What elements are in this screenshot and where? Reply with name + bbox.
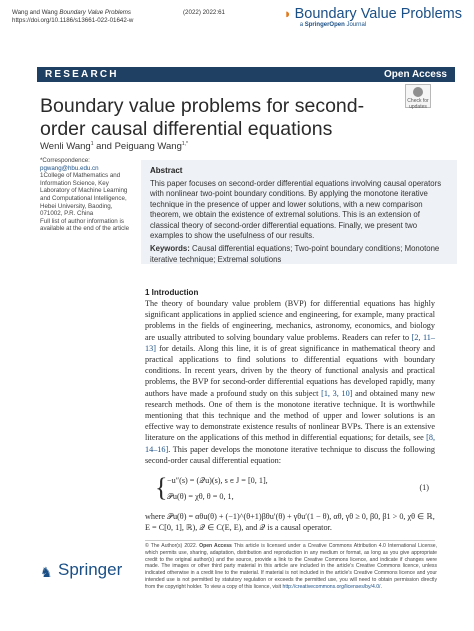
check-for-updates-button[interactable] bbox=[405, 84, 431, 108]
equation-number: (1) bbox=[419, 483, 429, 492]
correspondence-label: *Correspondence: bbox=[40, 157, 90, 164]
keywords-text: Causal differential equations; Two-point boundary conditions; Monotone iterative technique; Extremal solutions bbox=[150, 244, 440, 264]
header-year: (2022) 2022:61 bbox=[183, 9, 225, 16]
journal-logo[interactable] bbox=[284, 6, 462, 28]
intro-text-3: and obtained many new research methods. One of them is the monotone iterative technique. It is worthwhile mentioning that this technique and the method of upper and lower solutions is an effective way to demonstrate existence results of nonlinear BVPs. There is an extensive literature on the applications of this method in differential equations; for details, see bbox=[145, 388, 436, 443]
author-2-sup: 1,* bbox=[181, 141, 188, 147]
publisher-name: Springer bbox=[58, 560, 123, 579]
author-info-sidebar bbox=[40, 157, 132, 233]
license-copyright: © The Author(s) 2022. bbox=[145, 543, 200, 549]
open-access-label: Open Access bbox=[384, 69, 447, 80]
intro-text-4: . This paper develops the monotone iterative technique to discuss the following second-order causal differential equation: bbox=[145, 444, 435, 465]
springer-horse-icon: ♞ bbox=[40, 564, 53, 580]
check-updates-icon bbox=[413, 87, 423, 97]
section-heading: 1 Introduction bbox=[145, 288, 199, 297]
intro-paragraph bbox=[145, 298, 435, 466]
license-text bbox=[145, 543, 437, 591]
logo-subtitle bbox=[300, 22, 462, 28]
keywords bbox=[150, 244, 448, 265]
logo-sub-suffix: Journal bbox=[344, 22, 367, 28]
license-end: . bbox=[380, 583, 382, 590]
intro-text-1: The theory of boundary value problem (BVP) for differential equations has highly significant applications in applied science and engineering, for example, many practical problems in the fields of engineering, mechanics, astronomy, economics, and biology are usually attributed to solving boundary value problems. Readers can refer to bbox=[145, 299, 435, 342]
abstract-box bbox=[141, 160, 457, 264]
author-2: and Peiguang Wang bbox=[93, 141, 182, 153]
author-1: Wenli Wang bbox=[40, 141, 91, 153]
check-updates-label: Check for updates bbox=[407, 98, 429, 110]
equation-line-2: 𝒫u(θ) = χθ, θ = 0, 1, bbox=[167, 492, 234, 501]
header-authors: Wang and Wang bbox=[12, 9, 60, 16]
header-journal: Boundary Value Problems bbox=[59, 9, 132, 16]
footer-divider bbox=[145, 540, 435, 541]
keywords-label: Keywords: bbox=[150, 244, 190, 254]
equation-line-1: −u″(s) = (𝒬u)(s), s ∈ J = [0, 1], bbox=[167, 476, 268, 485]
doi-link[interactable]: https://doi.org/10.1186/s13661-022-01642-w bbox=[12, 17, 134, 25]
citation-link[interactable]: [1, 3, 10] bbox=[321, 388, 353, 398]
email-link[interactable]: pgwang@hbu.edu.cn bbox=[40, 164, 99, 172]
equation-1 bbox=[145, 472, 435, 510]
article-type-band bbox=[37, 67, 455, 82]
license-open-access: Open Access bbox=[199, 543, 232, 549]
abstract-heading: Abstract bbox=[150, 166, 183, 175]
intro-text-2: for details. Along this line, it is of great significance in mathematical theory and practical applications to find solutions to differential equations with boundary conditions. In recent years, driven by the theory of functional analysis and practical problems, the BVP for second-order differential equations has developed rapidly, many authors have made a profound study on this subject bbox=[145, 343, 435, 398]
author-1-sup: 1 bbox=[90, 141, 94, 147]
logo-title: Boundary Value Problems bbox=[294, 6, 462, 22]
citation-link[interactable]: [8, 14–16] bbox=[145, 433, 435, 454]
running-header bbox=[12, 9, 133, 26]
logo-sub-brand: SpringerOpen bbox=[304, 22, 345, 28]
abstract-text: This paper focuses on second-order differential equations involving causal operators with nonlinear two-point boundary conditions. By applying the monotone iterative technique in the presence of upper and lower solutions, with a new comparison theorem, we obtain the existence of extremal solutions. This is an extension of classical theory of second-order differential equations. Finally, we present two examples to show the usefulness of our results. bbox=[150, 179, 442, 241]
article-type-label: RESEARCH bbox=[45, 69, 119, 80]
affiliation: 1College of Mathematics and Information Science, Key Laboratory of Machine Learning and Computational Intelligence, Hebei University, Baoding, 071002, P.R. China bbox=[40, 172, 128, 218]
full-list-note: Full list of author information is available at the end of the article bbox=[40, 217, 130, 233]
citation-link[interactable]: [2, 11–13] bbox=[145, 332, 435, 353]
springer-logo[interactable] bbox=[40, 560, 122, 584]
logo-sub-prefix: a bbox=[299, 22, 305, 28]
where-clause: where 𝒫u(θ) = αθu(θ) + (−1)^(θ+1)βθu′(θ) + γθu′(1 − θ), αθ, γθ ≥ 0, β0, β1 > 0, χθ ∈ ℝ, E = C[0, 1], ℝ), 𝒬 ∈ C(E, E), and 𝒬 is a causal operator. bbox=[145, 512, 435, 533]
equation-brace: { bbox=[155, 473, 168, 502]
author-list bbox=[40, 141, 188, 152]
license-body: This article is licensed under a Creative Commons Attribution 4.0 International License, which permits use, sharing, adaptation, distribution and reproduction in any medium or format, as long as you give appropriate credit to the original author(s) and the source, provide a link to the Creative Commons licence, and indicate if changes were made. The images or other third party material in this article are included in the article's Creative Commons licence, unless indicated otherwise in a credit line to the material. If material is not included in the article's Creative Commons licence and your intended use is not permitted by statutory regulation or exceeds the permitted use, you will need to obtain permission directly from the copyright holder. To view a copy of this licence, visit bbox=[145, 543, 438, 590]
license-link[interactable]: http://creativecommons.org/licenses/by/4.0/ bbox=[282, 583, 381, 590]
journal-logo-icon: ◗ bbox=[283, 6, 292, 21]
article-title: Boundary value problems for second-order causal differential equations bbox=[40, 95, 365, 140]
